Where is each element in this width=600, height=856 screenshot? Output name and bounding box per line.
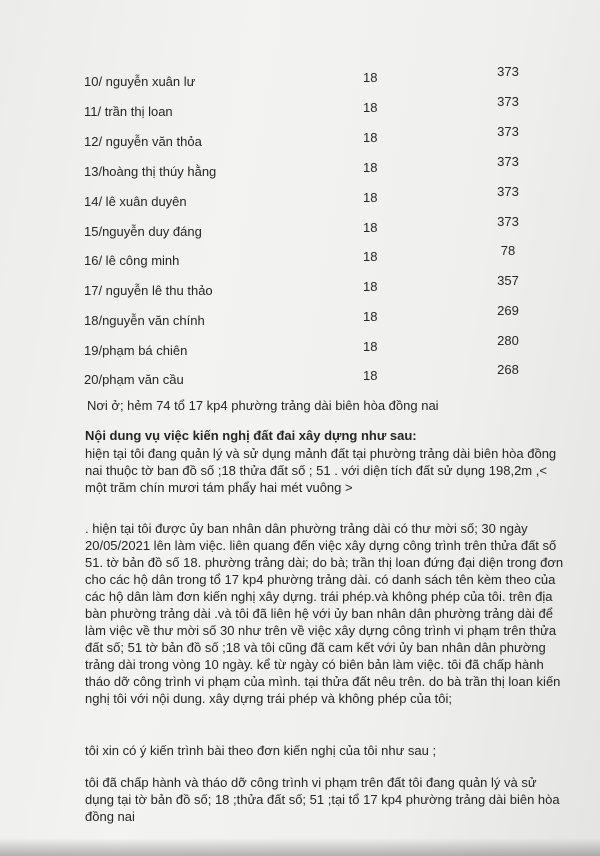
text-line: bàn phường trảng dài .và tôi đã liên hệ với ủy ban nhân dân phường trảng dài để — [85, 606, 553, 621]
row-parcel: 268 — [497, 362, 519, 377]
row-name: 12/ nguyễn văn thỏa — [84, 134, 202, 149]
row-name: 17/ nguyễn lê thu thảo — [84, 283, 213, 298]
row-map-sheet: 18 — [363, 249, 378, 264]
text-line: đất số; 51 tờ bản đồ số ;18 và tôi cũng đã cam kết với ủy ban nhân dân phường — [85, 640, 546, 655]
row-parcel: 373 — [497, 214, 519, 229]
table-row — [0, 154, 600, 184]
row-parcel: 373 — [497, 154, 519, 169]
page-shadow — [0, 838, 600, 856]
table-row — [0, 362, 600, 392]
row-map-sheet: 18 — [363, 130, 378, 145]
row-parcel: 269 — [497, 303, 519, 318]
row-parcel: 373 — [497, 64, 519, 79]
text-line: các hộ dân làm đơn kiến nghị xây dựng. trái phép.và không phép của tôi. trên địa — [85, 589, 553, 604]
row-name: 16/ lê công minh — [84, 253, 180, 268]
text-line: làm việc về thư mời số 30 như trên về việc xây dựng công trình vi phạm trên thửa — [85, 623, 557, 638]
row-map-sheet: 18 — [363, 368, 378, 383]
row-parcel: 78 — [500, 243, 516, 258]
text-line: tôi xin có ý kiến trình bài theo đơn kiến nghị của tôi như sau ; — [85, 743, 437, 758]
text-line: 20/05/2021 lên làm việc. liên quang đến việc xây dựng công trình trên thửa đất số — [85, 538, 557, 553]
row-name: 14/ lê xuân duyên — [84, 194, 187, 209]
row-map-sheet: 18 — [363, 160, 378, 175]
row-map-sheet: 18 — [363, 339, 378, 354]
row-map-sheet: 18 — [363, 309, 378, 324]
row-map-sheet: 18 — [363, 100, 378, 115]
text-line: tôi đã chấp hành và tháo dỡ công trình vi phạm trên đất tôi đang quản lý và sử — [85, 775, 537, 790]
row-name: 11/ trần thị loan — [84, 104, 173, 119]
row-map-sheet: 18 — [363, 190, 378, 205]
row-name: 20/phạm văn cầu — [84, 372, 184, 387]
row-map-sheet: 18 — [363, 70, 378, 85]
row-map-sheet: 18 — [363, 279, 378, 294]
text-line: cho các hộ dân trong tổ 17 kp4 phường trảng dài. có danh sách tên kèm theo của — [85, 572, 556, 587]
row-parcel: 373 — [497, 124, 519, 139]
row-name: 19/phạm bá chiên — [84, 343, 188, 358]
residence-address: Nơi ở; hẻm 74 tổ 17 kp4 phường trảng dài biên hòa đồng nai — [87, 398, 439, 413]
paragraph-land-ownership — [85, 445, 585, 496]
table-row — [0, 124, 600, 154]
text-line: nghị tôi với nội dung. xây dựng trái phép và không phép của tôi; — [85, 691, 453, 706]
text-line: nai thuộc tờ ban đồ số ;18 thửa đất số ; 51 . với diện tích đất sử dụng 198,2m ,< — [85, 463, 547, 478]
table-row — [0, 333, 600, 363]
text-line: dụng tại tờ bản đồ số; 18 ;thửa đất số; 51 ;tại tổ 17 kp4 phường trảng dài biên hòa — [85, 792, 560, 807]
table-row — [0, 303, 600, 333]
table-row — [0, 184, 600, 214]
table-row — [0, 64, 600, 94]
table-row — [0, 214, 600, 244]
row-parcel: 357 — [497, 273, 519, 288]
table-row — [0, 243, 600, 273]
text-line: tháo dỡ công trình vi phạm của mình. tại thửa đất nêu trên. do bà trần thị loan kiến — [85, 674, 561, 689]
row-name: 18/nguyễn văn chính — [84, 313, 205, 328]
text-line: 51. tờ bản đồ số 18. phường trảng dài; do bà; trần thị loan đứng đại diện trong đơn — [85, 555, 564, 570]
paragraph-invitation — [85, 520, 585, 707]
row-name: 13/hoàng thị thúy hằng — [84, 164, 217, 179]
row-name: 10/ nguyễn xuân lư — [84, 74, 196, 89]
row-name: 15/nguyễn duy đáng — [84, 224, 202, 239]
row-parcel: 373 — [497, 94, 519, 109]
text-line: đồng nai — [85, 809, 135, 824]
paragraph-compliance — [85, 774, 585, 825]
text-line: . hiện tại tôi được ủy ban nhân dân phường trảng dài có thư mời số; 30 ngày — [85, 521, 528, 536]
row-map-sheet: 18 — [363, 220, 378, 235]
row-parcel: 373 — [497, 184, 519, 199]
complaint-heading: Nội dung vụ việc kiến nghị đất đai xây dựng như sau: — [85, 428, 417, 443]
table-row — [0, 273, 600, 303]
text-line: hiện tại tôi đang quản lý và sử dụng mảnh đất tại phường trảng dài biên hòa đồng — [85, 446, 557, 461]
paragraph-opinion — [85, 742, 585, 759]
text-line: trảng dài trong vòng 10 ngày. kể từ ngày có biên bản làm việc. tôi đã chấp hành — [85, 657, 544, 672]
text-line: một trăm chín mươi tám phẩy hai mét vuông > — [85, 480, 353, 495]
row-parcel: 280 — [497, 333, 519, 348]
table-row — [0, 94, 600, 124]
